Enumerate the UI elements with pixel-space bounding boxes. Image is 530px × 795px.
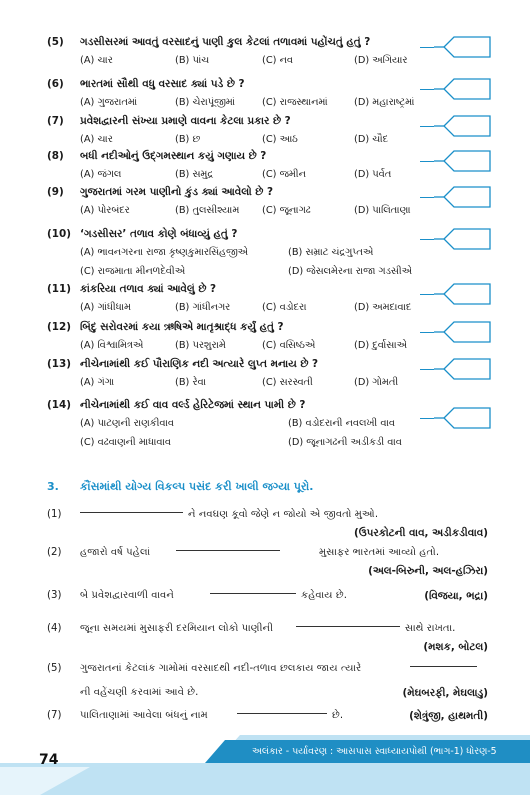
answer-leader-line — [420, 239, 434, 240]
question-number: (12) — [47, 321, 71, 333]
fill-number: (1) — [47, 509, 62, 520]
option-a: (A) ચાર — [80, 134, 113, 145]
option-c: (C) વઢવાણની માધાવાવ — [80, 437, 172, 448]
fill-text-before: પાલિતાણામાં આવેલા બંધનું નામ — [80, 710, 208, 721]
answer-box[interactable] — [432, 34, 492, 60]
answer-box[interactable] — [432, 113, 492, 139]
answer-leader-line — [420, 161, 434, 162]
option-d: (D) અમદાવાદ — [354, 302, 412, 313]
option-d: (D) જેસલમેરના રાજા ગડસીએ — [288, 266, 412, 277]
fill-number: (7) — [47, 710, 62, 721]
answer-box[interactable] — [432, 281, 492, 307]
section-title: કૌંસમાંથી યોગ્ય વિકલ્પ પસંદ કરી ખાલી જગ્યા પૂરો. — [80, 480, 314, 493]
option-c: (C) વડોદરા — [262, 302, 307, 313]
answer-leader-line — [420, 197, 434, 198]
answer-leader-line — [420, 418, 434, 419]
question-text: કાંકરિયા તળાવ ક્યાં આવેલું છે ? — [80, 283, 217, 295]
question-number: (14) — [47, 399, 71, 411]
question-number: (10) — [47, 228, 71, 240]
option-b: (B) પાંચ — [175, 55, 210, 66]
question-text: ભારતમાં સૌથી વધુ વરસાદ ક્યાં પડે છે ? — [80, 78, 245, 90]
option-a: (A) પાટણની રાણકીવાવ — [80, 418, 175, 429]
option-d: (D) દુર્વાસાએ — [354, 340, 407, 351]
answer-box[interactable] — [432, 148, 492, 174]
option-b: (B) ગાંધીનગર — [175, 302, 231, 313]
blank-line[interactable] — [210, 593, 296, 594]
option-a: (A) પોરબંદર — [80, 205, 130, 216]
fill-number: (2) — [47, 547, 62, 558]
question-number: (5) — [47, 36, 64, 48]
question-number: (13) — [47, 358, 71, 370]
question-number: (6) — [47, 78, 64, 90]
option-d: (D) અગિયાર — [354, 55, 408, 66]
answer-choices: (વિજયા, ભદ્રા) — [424, 590, 488, 602]
answer-leader-line — [420, 89, 434, 90]
answer-choices: (અલ-બિરુની, અલ-હઝિરા) — [368, 565, 488, 577]
answer-leader-line — [420, 369, 434, 370]
answer-choices: (ઉપરકોટની વાવ, અડીકડીવાવ) — [354, 527, 488, 539]
question-text: ગુજરાતમાં ગરમ પાણીનો કુંડ ક્યાં આવેલો છે ? — [80, 186, 273, 198]
option-c: (C) રાજસ્થાનમાં — [262, 97, 328, 108]
fill-number: (3) — [47, 590, 62, 601]
option-b: (B) સમ્રાટ ચંદ્રગુપ્તએ — [288, 247, 374, 258]
answer-box[interactable] — [432, 76, 492, 102]
option-b: (B) પરશુરામે — [175, 340, 226, 351]
option-b: (B) ચેરાપૂંજીમાં — [175, 97, 236, 108]
blank-line[interactable] — [80, 512, 183, 513]
option-c: (C) રાજમાતા મીનળદેવીએ — [80, 266, 186, 277]
footer-title: અલંકાર - પર્યાવરણ : આસપાસ સ્વાધ્યાયપોથી (ભાગ-1) ધોરણ-5 — [252, 746, 497, 757]
answer-leader-line — [420, 47, 434, 48]
answer-leader-line — [420, 294, 434, 295]
answer-leader-line — [420, 332, 434, 333]
option-c: (C) સરસ્વતી — [262, 377, 313, 388]
question-number: (7) — [47, 115, 64, 127]
blank-line[interactable] — [296, 626, 400, 627]
question-number: (9) — [47, 186, 64, 198]
option-a: (A) ગાંધીધામ — [80, 302, 131, 313]
fill-text-before: હજારો વર્ષ પહેલાં — [80, 547, 151, 558]
fill-text-after: છે. — [332, 710, 344, 721]
option-d: (D) ગોમતી — [354, 377, 399, 388]
fill-text-before: જૂના સમયમાં મુસાફરી દરમિયાન લોકો પાણીની — [80, 623, 274, 634]
answer-choices: (શેત્રુંજી, હાથમતી) — [409, 710, 488, 722]
option-d: (D) મહારાષ્ટ્રમાં — [354, 97, 415, 108]
question-text: નીચેનામાંથી કઈ પૌરાણિક નદી અત્યારે લુપ્ત મનાય છે ? — [80, 358, 319, 370]
option-a: (A) ભાવનગરના રાજા કૃષ્ણકુમારસિંહજીએ — [80, 247, 248, 258]
blank-line[interactable] — [410, 666, 477, 667]
option-b: (B) તુલસીશ્યામ — [175, 205, 240, 216]
question-text: ‘ગડસીસર’ તળાવ કોણે બંધાવ્યું હતું ? — [80, 228, 238, 240]
blank-line[interactable] — [237, 713, 327, 714]
answer-box[interactable] — [432, 319, 492, 345]
option-b: (B) વડોદરાની નવલખી વાવ — [288, 418, 395, 429]
option-d: (D) પર્વત — [354, 169, 392, 180]
option-a: (A) ચાર — [80, 55, 113, 66]
question-number: (11) — [47, 283, 71, 295]
fill-text-after: મુસાફર ભારતમાં આવ્યો હતો. — [319, 547, 440, 558]
page-number: 74 — [39, 752, 59, 768]
option-c: (C) નવ — [262, 55, 294, 66]
section-number: 3. — [47, 480, 59, 493]
option-a: (A) ગંગા — [80, 377, 115, 388]
question-text: નીચેનામાંથી કઈ વાવ વર્લ્ડ હેરિટેજમાં સ્થાન પામી છે ? — [80, 399, 306, 411]
fill-text-before: બે પ્રવેશદ્વારવાળી વાવને — [80, 590, 174, 601]
fill-text-after: કહેવાય છે. — [301, 590, 347, 601]
answer-box[interactable] — [432, 226, 492, 252]
answer-choices: (મશક, બોટલ) — [423, 641, 488, 653]
blank-line[interactable] — [176, 550, 280, 551]
option-d: (D) જૂનાગઢની અડીકડી વાવ — [288, 437, 402, 448]
question-number: (8) — [47, 150, 64, 162]
option-a: (A) જંગલ — [80, 169, 122, 180]
option-c: (C) વસિષ્ઠએ — [262, 340, 316, 351]
answer-box[interactable] — [432, 405, 492, 431]
fill-text-after: સાથે રાખતા. — [405, 623, 456, 634]
fill-text-after: ને નવઘણ કૂવો જેણે ન જોયો એ જીવતો મુઓ. — [188, 509, 379, 520]
option-c: (C) જૂનાગઢ — [262, 205, 311, 216]
question-text: બિંદુ સરોવરમાં કયા ઋષિએ માતૃશ્રાદ્ધ કર્યું હતું ? — [80, 321, 284, 333]
option-c: (C) આઠ — [262, 134, 298, 145]
answer-leader-line — [420, 126, 434, 127]
fill-text-continued: ની વહેંચણી કરવામાં આવે છે. — [80, 687, 199, 698]
option-a: (A) વિશ્વામિત્રએ — [80, 340, 144, 351]
option-c: (C) જમીન — [262, 169, 306, 180]
answer-box[interactable] — [432, 184, 492, 210]
option-b: (B) રેવા — [175, 377, 207, 388]
option-a: (A) ગુજરાતમાં — [80, 97, 138, 108]
question-text: પ્રવેશદ્વારની સંખ્યા પ્રમાણે વાવના કેટલા પ્રકાર છે ? — [80, 115, 291, 127]
footer-band — [0, 735, 530, 795]
answer-choices: (મેઘબરફી, મેઘલાડુ) — [402, 687, 488, 699]
option-d: (D) પાલિતાણા — [354, 205, 411, 216]
question-text: બધી નદીઓનું ઉદ્‌ગમસ્થાન કયું ગણાય છે ? — [80, 150, 267, 162]
option-b: (B) સમુદ્ર — [175, 169, 214, 180]
option-d: (D) ચૌદ — [354, 134, 389, 145]
fill-text-before: ગુજરાતનાં કેટલાંક ગામોમાં વરસાદથી નદી-તળાવ છલકાય જાય ત્યારે — [80, 663, 362, 674]
answer-box[interactable] — [432, 356, 492, 382]
fill-number: (5) — [47, 663, 62, 674]
fill-number: (4) — [47, 623, 62, 634]
question-text: ગડસીસરમાં આવતું વરસાદનું પાણી કુલ કેટલાં તળાવમાં પહોંચતું હતું ? — [80, 36, 371, 48]
option-b: (B) છ — [175, 134, 201, 145]
